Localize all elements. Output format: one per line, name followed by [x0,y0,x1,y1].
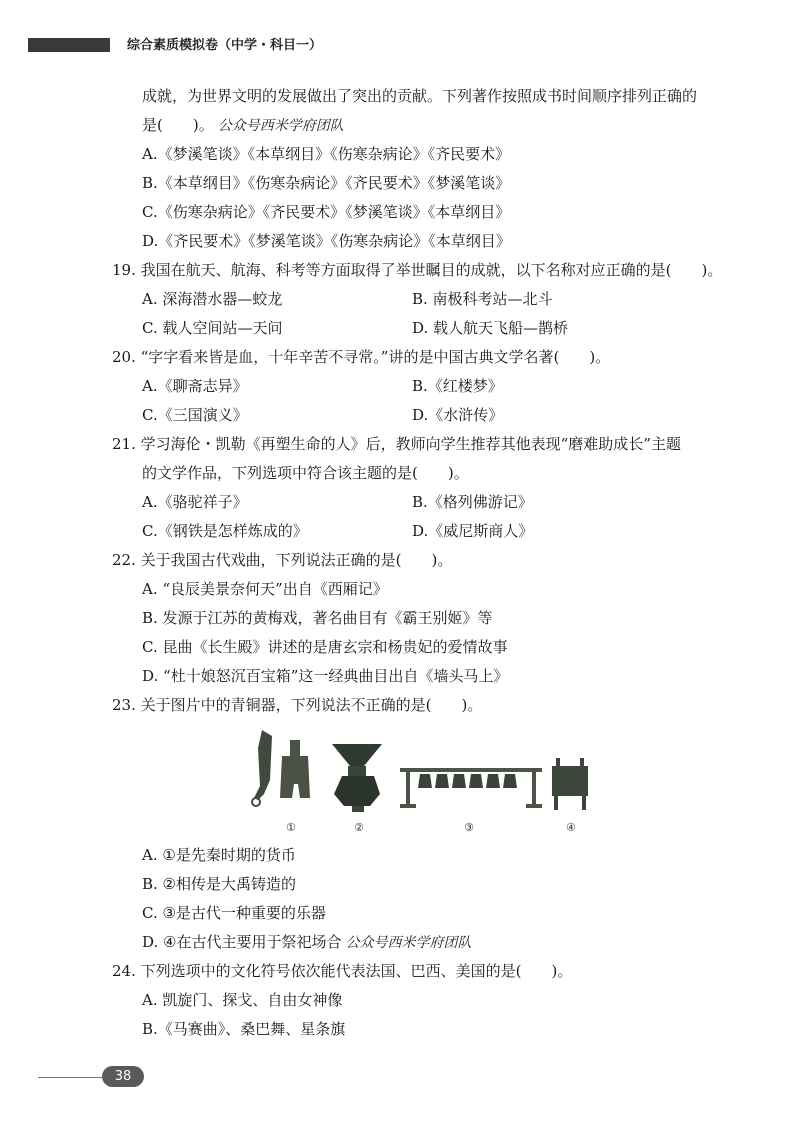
q20-option-a: A.《聊斋志异》 [142,377,248,395]
bronze-blade-icon [252,730,272,806]
q20-stem: 20. “字字看来皆是血，十年辛苦不寻常。”讲的是中国古典文学名著( )。 [112,348,611,366]
q23-option-a: A. ①是先秦时期的货币 [142,846,296,864]
bronze-ware-illustration [250,728,600,820]
footer-divider [38,1077,110,1078]
page-number-badge: 38 [102,1066,144,1087]
q20-option-c: C.《三国演义》 [142,406,248,424]
q19-stem: 19. 我国在航天、航海、科考等方面取得了举世瞩目的成就，以下名称对应正确的是( )。 [112,261,723,279]
spade-coin-icon [280,740,310,798]
q18-option-d: D.《齐民要术》《梦溪笔谈》《伤寒杂病论》《本草纲目》 [142,232,511,250]
q23-stem: 23. 关于图片中的青铜器，下列说法不正确的是( )。 [112,696,483,714]
q19-option-c: C. 载人空间站—天问 [142,319,283,337]
q19-option-a: A. 深海潜水器—蛟龙 [142,290,283,308]
q18-option-b: B.《本草纲目》《伤寒杂病论》《齐民要术》《梦溪笔谈》 [142,174,511,192]
figure-label-3: ③ [464,821,474,834]
chime-bells-icon [400,768,542,808]
figure-label-4: ④ [566,821,576,834]
q18-continuation-line2: 是( )。 公众号西米学府团队 [142,116,344,134]
watermark-note: 公众号西米学府团队 [345,935,472,951]
header-bar [28,38,110,52]
q22-option-a: A. “良辰美景奈何天”出自《西厢记》 [142,580,388,598]
q24-option-a: A. 凯旋门、探戈、自由女神像 [142,991,343,1009]
figure-label-1: ① [286,821,296,834]
q23-option-c: C. ③是古代一种重要的乐器 [142,904,326,922]
q22-option-b: B. 发源于江苏的黄梅戏，著名曲目有《霸王别姬》等 [142,609,493,627]
q19-option-d: D. 载人航天飞船—鹊桥 [412,319,569,337]
q21-option-d: D.《威尼斯商人》 [412,522,534,540]
q22-stem: 22. 关于我国古代戏曲，下列说法正确的是( )。 [112,551,453,569]
figure-label-2: ② [354,821,364,834]
q21-option-c: C.《钢铁是怎样炼成的》 [142,522,308,540]
q22-option-c: C. 昆曲《长生殿》讲述的是唐玄宗和杨贵妃的爱情故事 [142,638,508,656]
q24-stem: 24. 下列选项中的文化符号依次能代表法国、巴西、美国的是( )。 [112,962,573,980]
q21-option-a: A.《骆驼祥子》 [142,493,248,511]
q23-option-b: B. ②相传是大禹铸造的 [142,875,297,893]
q21-option-b: B.《格列佛游记》 [412,493,533,511]
bronze-zun-vessel-icon [332,744,382,812]
q21-stem-line2: 的文学作品，下列选项中符合该主题的是( )。 [142,464,469,482]
q20-option-b: B.《红楼梦》 [412,377,503,395]
header-title: 综合素质模拟卷（中学・科目一） [127,38,323,53]
bronze-ding-icon [552,758,588,810]
q18-option-a: A.《梦溪笔谈》《本草纲目》《伤寒杂病论》《齐民要术》 [142,145,511,163]
q19-option-b: B. 南极科考站—北斗 [412,290,553,308]
q20-option-d: D.《水浒传》 [412,406,504,424]
q18-continuation-line1: 成就，为世界文明的发展做出了突出的贡献。下列著作按照成书时间顺序排列正确的 [142,87,698,105]
q24-option-b: B.《马赛曲》、桑巴舞、星条旗 [142,1020,346,1038]
q23-option-d: D. ④在古代主要用于祭祀场合 公众号西米学府团队 [142,933,472,951]
q18-option-c: C.《伤寒杂病论》《齐民要术》《梦溪笔谈》《本草纲目》 [142,203,511,221]
q21-stem-line1: 21. 学习海伦・凯勒《再塑生命的人》后，教师向学生推荐其他表现“磨难助成长”主题 [112,435,681,453]
bronze-ware-figure [250,728,600,836]
q22-option-d: D. “杜十娘怒沉百宝箱”这一经典曲目出自《墙头马上》 [142,667,509,685]
watermark-note: 公众号西米学府团队 [217,118,344,134]
